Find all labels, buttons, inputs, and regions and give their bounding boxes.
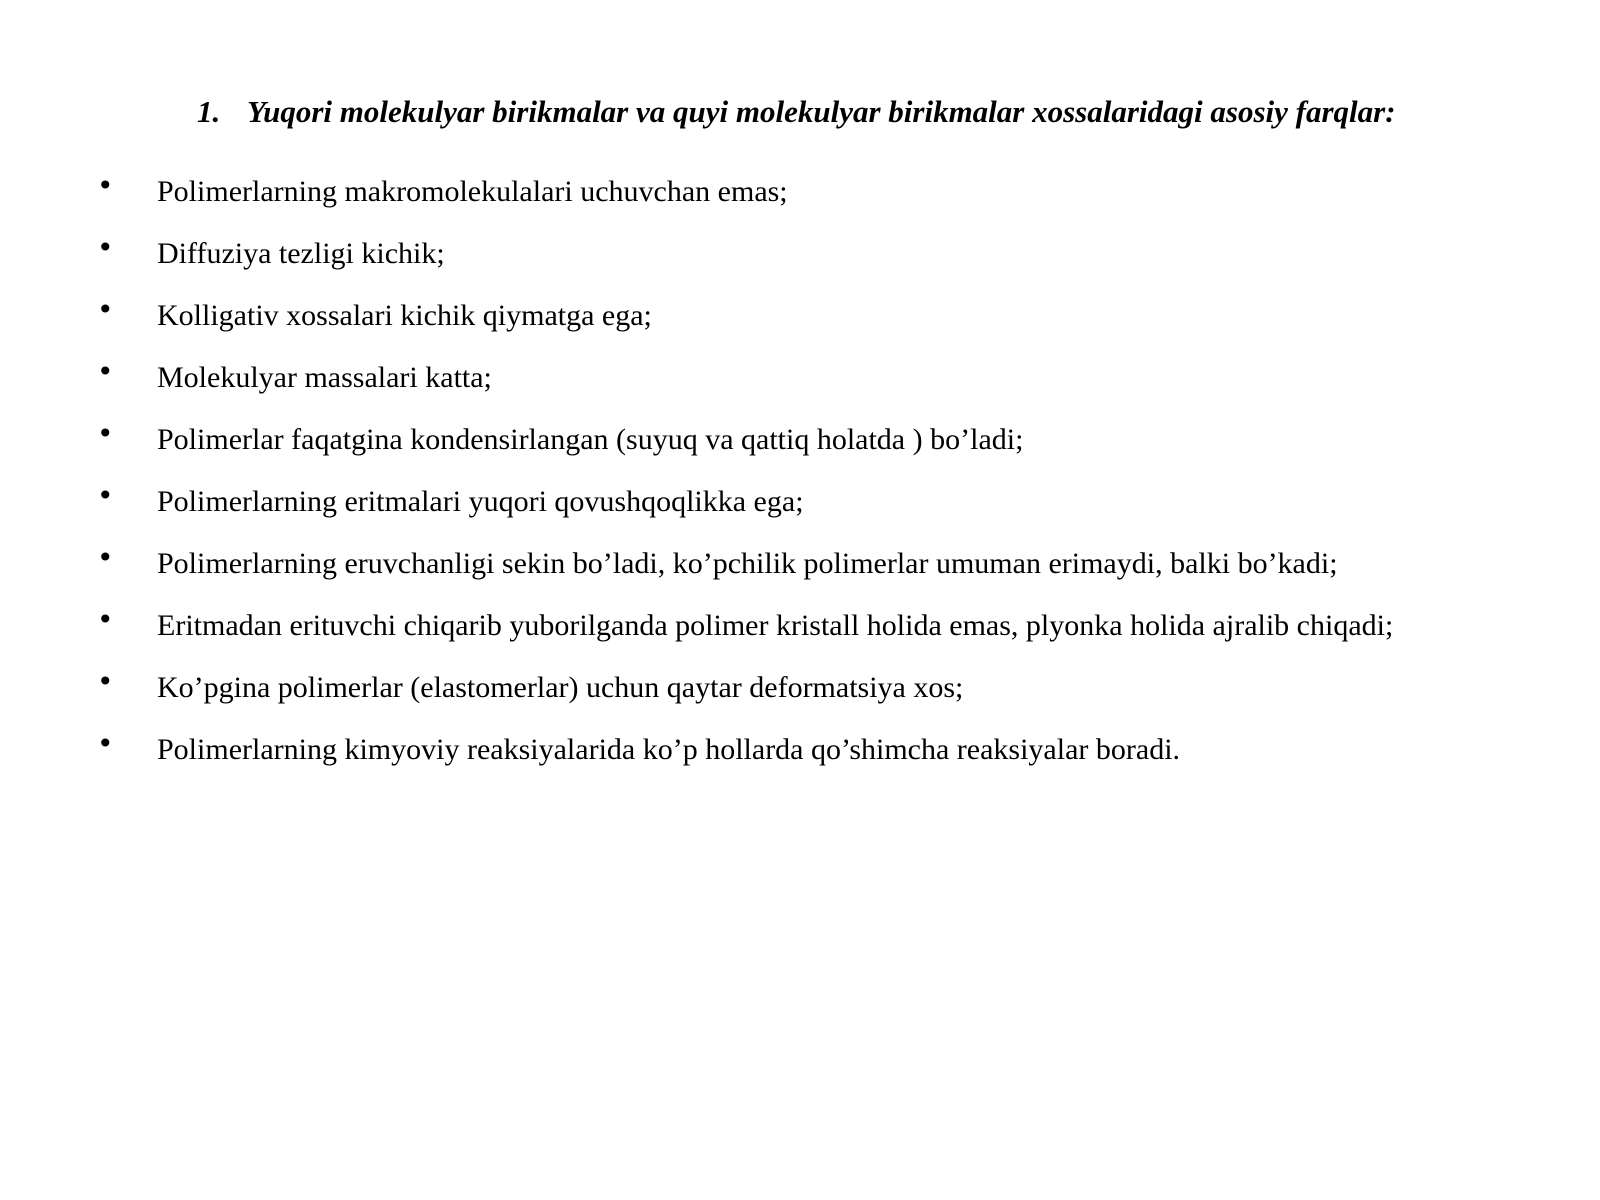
- list-item: [0, 598, 1511, 654]
- bullet-icon: •: [97, 293, 114, 326]
- list-item: [0, 474, 1511, 530]
- list-item-text: Polimerlarning eruvchanligi sekin bo’ladi, ko’pchilik polimerlar umuman erimaydi, balki bo’kadi;: [157, 547, 1338, 580]
- list-item: [0, 226, 1511, 282]
- bullet-icon: •: [97, 665, 114, 698]
- bullet-icon: •: [97, 603, 114, 636]
- heading-text: Yuqori molekulyar birikmalar va quyi molekulyar birikmalar xossalaridagi asosiy farqlar:: [247, 94, 1396, 129]
- section-heading: [197, 88, 1527, 136]
- list-item: [0, 722, 1511, 778]
- list-item: [0, 288, 1511, 344]
- list-item: [0, 350, 1511, 406]
- bullet-icon: •: [97, 479, 114, 512]
- list-item-text: Kolligativ xossalari kichik qiymatga ega;: [157, 299, 652, 332]
- list-item-text: Ko’pgina polimerlar (elastomerlar) uchun qaytar deformatsiya xos;: [157, 671, 964, 704]
- list-item-text: Polimerlarning kimyoviy reaksiyalarida ko’p hollarda qo’shimcha reaksiyalar boradi.: [157, 733, 1181, 766]
- list-item-text: Eritmadan erituvchi chiqarib yuborilganda polimer kristall holida emas, plyonka holida ajralib chiqadi;: [157, 609, 1394, 642]
- list-item-text: Polimerlarning eritmalari yuqori qovushqoqlikka ega;: [157, 485, 804, 518]
- list-item: [0, 164, 1511, 220]
- bullet-icon: •: [97, 231, 114, 264]
- list-item-text: Molekulyar massalari katta;: [157, 361, 492, 394]
- differences-list: [0, 164, 1600, 784]
- bullet-icon: •: [97, 417, 114, 450]
- list-item-text: Polimerlar faqatgina kondensirlangan (suyuq va qattiq holatda ) bo’ladi;: [157, 423, 1024, 456]
- list-item-text: Diffuziya tezligi kichik;: [157, 237, 445, 270]
- bullet-icon: •: [97, 355, 114, 388]
- list-item-text: Polimerlarning makromolekulalari uchuvchan emas;: [157, 175, 788, 208]
- list-item: [0, 412, 1511, 468]
- bullet-icon: •: [97, 541, 114, 574]
- bullet-icon: •: [97, 169, 114, 202]
- list-item: [0, 660, 1511, 716]
- heading-number: 1.: [197, 94, 221, 129]
- bullet-icon: •: [97, 727, 114, 760]
- list-item: [0, 536, 1511, 592]
